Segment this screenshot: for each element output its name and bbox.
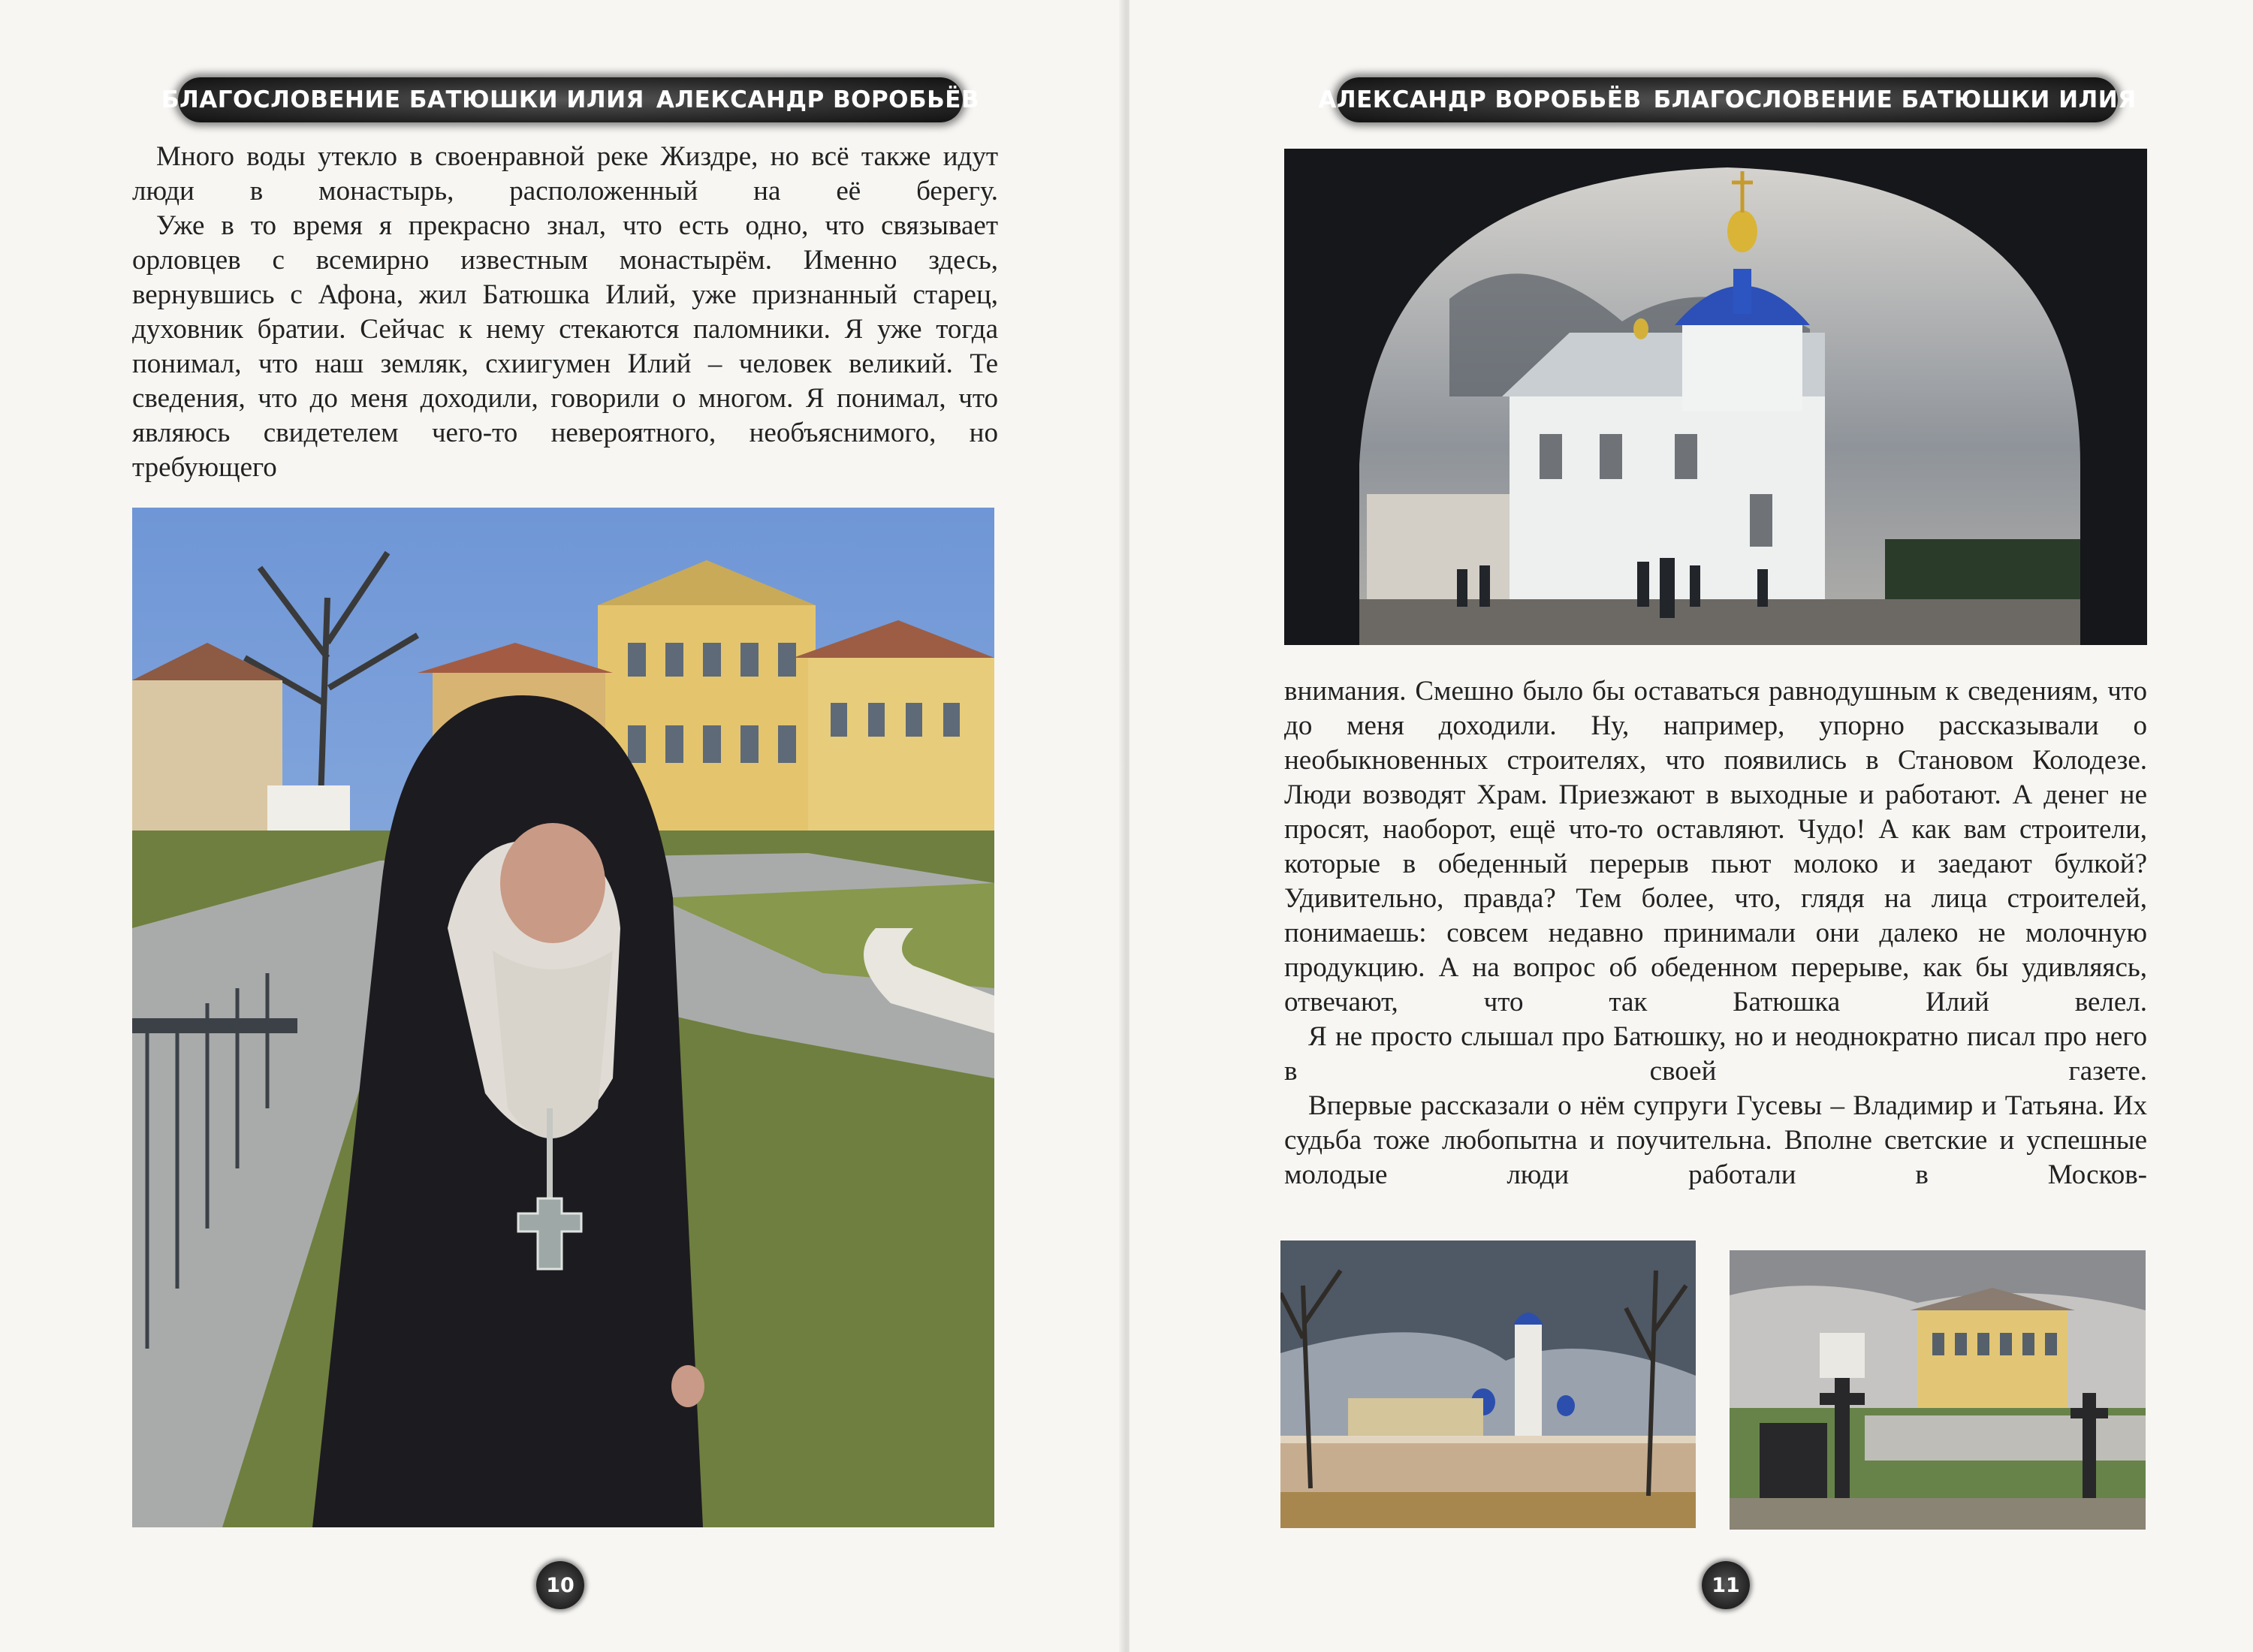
body-text [132,140,998,485]
body-text [1284,674,2147,1226]
paragraph: Уже в то время я прекрасно знал, что есть одно, что связывает орловцев с всемирно известным монастырём. Именно здесь, вернувшись с Афона, жил Батюшка Илий, уже признанный старец, духовник братии. Сейчас к нему стекаются паломники. Я уже тогда понимал, что наш земляк, схиигумен Илий – человек великий. Те сведения, что до меня доходили, говорили о многом. Я понимал, что являюсь свидетелем чего-то невероятного, необъяснимого, но требующего [132,210,998,483]
page-number: 10 [536,1561,584,1609]
paragraph: Впервые рассказали о нём супруги Гусевы – Владимир и Татьяна. Их судьба тоже любопытна и поучительна. Вполне светские и успешные молодые люди работали в Москов- [1284,1090,2147,1190]
photo-monastery-wall [1280,1241,1696,1528]
photo-elder-ilii [132,508,994,1527]
photo-church-through-arch [1284,149,2147,645]
header-author: АЛЕКСАНДР ВОРОБЬЁВ [1318,86,1642,113]
paragraph: Много воды утекло в своенравной реке Жиздре, но всё также идут люди в монастырь, расположенный на её берегу. [132,141,998,206]
photo-monastery-cemetery [1730,1250,2146,1530]
header-book-title: БЛАГОСЛОВЕНИЕ БАТЮШКИ ИЛИЯ [161,86,644,113]
paragraph: Я не просто слышал про Батюшку, но и неоднократно писал про него в своей газете. [1284,1021,2147,1087]
running-header [1318,77,2137,122]
page-number: 11 [1702,1561,1750,1609]
header-author: АЛЕКСАНДР ВОРОБЬЁВ [656,86,980,113]
right-page [1130,0,2253,1652]
running-header [161,77,980,122]
paragraph: внимания. Смешно было бы оставаться равнодушным к сведениям, что до меня доходили. Ну, например, упорно рассказывали о необыкновенных строителях, что появились в Становом Колодезе. Люди возводят Храм. Приезжают в выходные и работают. А денег не просят, наоборот, ещё что-то оставляют. Чудо! А как вам строители, которые в обеденный перерыв пьют молоко и заедают булкой? Удивительно, правда? Тем более, что, глядя на лица строителей, понимаешь: совсем недавно принимали они далеко не молочную продукцию. А на вопрос об обеденном перерыве, как бы удивляясь, отвечают, что так Батюшка Илий велел. [1284,676,2147,1017]
left-page [0,0,1123,1652]
header-book-title: БЛАГОСЛОВЕНИЕ БАТЮШКИ ИЛИЯ [1653,86,2137,113]
